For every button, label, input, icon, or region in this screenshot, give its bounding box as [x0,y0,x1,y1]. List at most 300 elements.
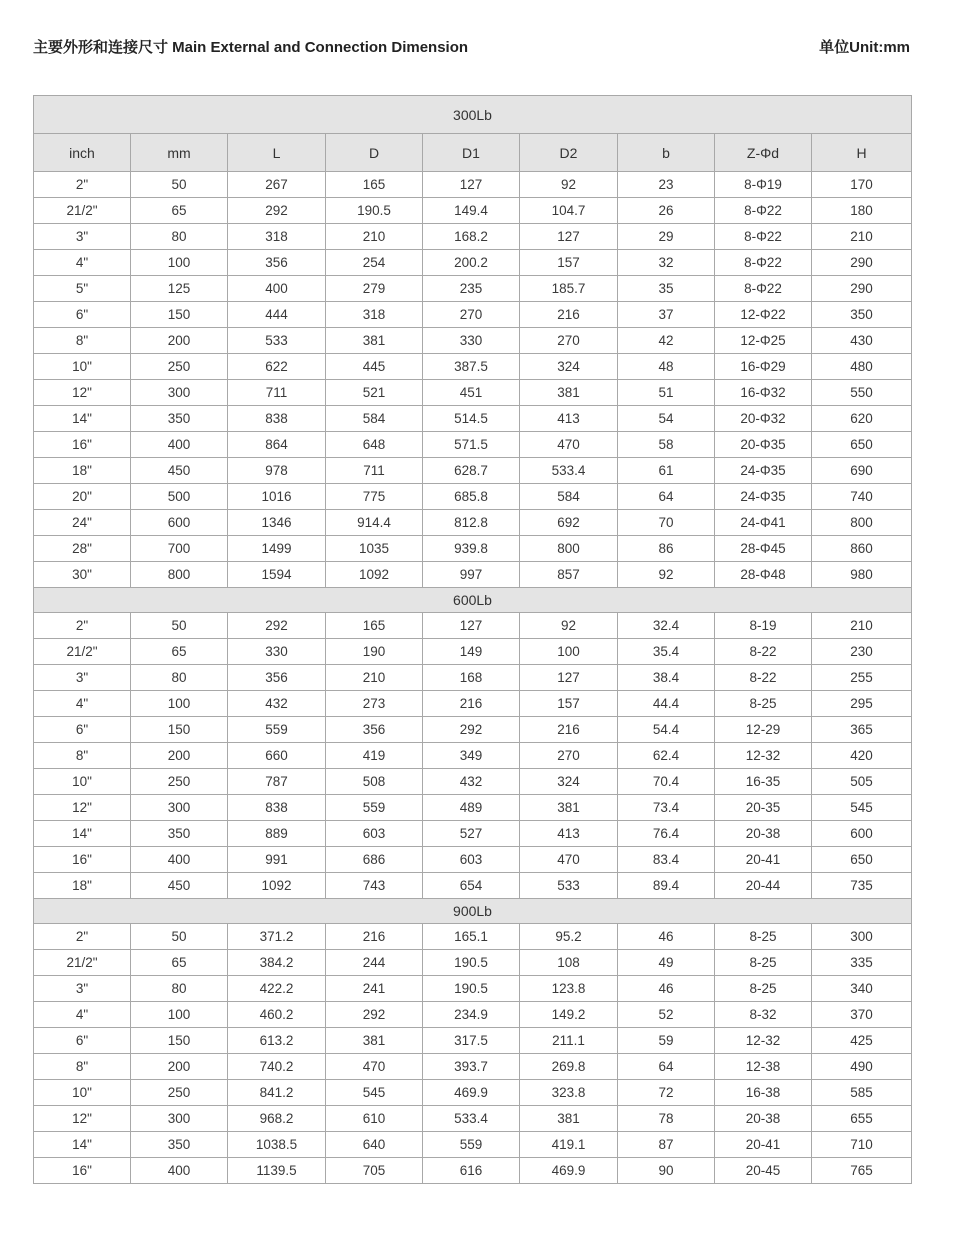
table-cell: 350 [131,406,228,432]
table-cell: 12-29 [715,717,812,743]
table-cell: 157 [520,691,618,717]
table-row [34,328,912,354]
table-cell: 622 [228,354,326,380]
table-cell: 21/2" [34,950,131,976]
table-cell: 210 [326,665,423,691]
table-cell: 125 [131,276,228,302]
table-cell: 889 [228,821,326,847]
table-row [34,1158,912,1184]
table-cell: 54 [618,406,715,432]
table-cell: 3" [34,224,131,250]
table-cell: 127 [520,224,618,250]
table-cell: 12" [34,1106,131,1132]
table-cell: 185.7 [520,276,618,302]
table-cell: 29 [618,224,715,250]
table-cell: 65 [131,198,228,224]
table-cell: 330 [423,328,520,354]
table-cell: 59 [618,1028,715,1054]
table-cell: 149.2 [520,1002,618,1028]
table-cell: 20-35 [715,795,812,821]
table-cell: 527 [423,821,520,847]
table-cell: 613.2 [228,1028,326,1054]
table-cell: 292 [423,717,520,743]
table-cell: 170 [812,172,912,198]
table-cell: 244 [326,950,423,976]
table-cell: 30" [34,562,131,588]
table-cell: 73.4 [618,795,715,821]
table-cell: 393.7 [423,1054,520,1080]
table-cell: 16" [34,847,131,873]
table-cell: 991 [228,847,326,873]
table-cell: 413 [520,406,618,432]
table-cell: 35.4 [618,639,715,665]
table-cell: 1499 [228,536,326,562]
table-row [34,1002,912,1028]
table-cell: 8-25 [715,950,812,976]
table-cell: 318 [228,224,326,250]
table-cell: 585 [812,1080,912,1106]
column-header-row [34,134,912,172]
table-cell: 12-Φ25 [715,328,812,354]
table-cell: 860 [812,536,912,562]
table-cell: 70.4 [618,769,715,795]
table-cell: 603 [326,821,423,847]
table-cell: 28-Φ48 [715,562,812,588]
table-cell: 64 [618,484,715,510]
table-cell: 92 [520,172,618,198]
table-row [34,484,912,510]
table-row [34,769,912,795]
table-cell: 8-Φ22 [715,224,812,250]
table-row [34,1080,912,1106]
table-cell: 686 [326,847,423,873]
section-title: 300Lb [34,96,912,134]
column-header: D2 [520,134,618,172]
table-cell: 318 [326,302,423,328]
table-cell: 273 [326,691,423,717]
table-cell: 216 [326,924,423,950]
table-cell: 812.8 [423,510,520,536]
table-cell: 365 [812,717,912,743]
column-header: D1 [423,134,520,172]
table-cell: 44.4 [618,691,715,717]
table-cell: 710 [812,1132,912,1158]
table-cell: 514.5 [423,406,520,432]
table-row [34,1132,912,1158]
table-cell: 16" [34,1158,131,1184]
table-cell: 21/2" [34,639,131,665]
table-cell: 997 [423,562,520,588]
table-cell: 450 [131,458,228,484]
column-header: H [812,134,912,172]
table-cell: 469.9 [423,1080,520,1106]
table-cell: 628.7 [423,458,520,484]
table-cell: 800 [812,510,912,536]
table-cell: 10" [34,769,131,795]
table-cell: 235 [423,276,520,302]
table-cell: 370 [812,1002,912,1028]
table-cell: 2" [34,924,131,950]
table-cell: 489 [423,795,520,821]
table-cell: 89.4 [618,873,715,899]
table-cell: 165 [326,172,423,198]
table-cell: 210 [812,613,912,639]
table-cell: 58 [618,432,715,458]
table-cell: 61 [618,458,715,484]
table-row [34,302,912,328]
dimension-table [33,95,912,1184]
table-cell: 127 [423,613,520,639]
table-cell: 190 [326,639,423,665]
table-cell: 470 [326,1054,423,1080]
table-cell: 100 [131,1002,228,1028]
table-cell: 420 [812,743,912,769]
table-cell: 104.7 [520,198,618,224]
table-cell: 571.5 [423,432,520,458]
table-cell: 52 [618,1002,715,1028]
table-cell: 685.8 [423,484,520,510]
table-cell: 24-Φ41 [715,510,812,536]
column-header: mm [131,134,228,172]
table-row [34,354,912,380]
table-cell: 270 [520,743,618,769]
table-cell: 400 [131,1158,228,1184]
table-cell: 460.2 [228,1002,326,1028]
table-cell: 8-Φ22 [715,250,812,276]
table-cell: 49 [618,950,715,976]
table-cell: 200 [131,328,228,354]
table-row [34,458,912,484]
table-cell: 292 [228,198,326,224]
table-cell: 8" [34,328,131,354]
table-cell: 8-22 [715,639,812,665]
table-cell: 16-Φ29 [715,354,812,380]
table-cell: 648 [326,432,423,458]
table-row [34,250,912,276]
table-cell: 290 [812,276,912,302]
table-cell: 292 [228,613,326,639]
table-cell: 650 [812,432,912,458]
table-cell: 180 [812,198,912,224]
column-header: Z-Φd [715,134,812,172]
table-cell: 480 [812,354,912,380]
table-cell: 381 [520,380,618,406]
table-row [34,873,912,899]
table-cell: 2" [34,613,131,639]
table-cell: 35 [618,276,715,302]
table-cell: 422.2 [228,976,326,1002]
table-cell: 80 [131,976,228,1002]
table-cell: 10" [34,1080,131,1106]
table-cell: 765 [812,1158,912,1184]
table-cell: 90 [618,1158,715,1184]
table-cell: 16" [34,432,131,458]
table-cell: 70 [618,510,715,536]
table-cell: 150 [131,717,228,743]
table-cell: 8-25 [715,924,812,950]
table-cell: 8-25 [715,691,812,717]
table-cell: 150 [131,1028,228,1054]
table-cell: 295 [812,691,912,717]
table-cell: 267 [228,172,326,198]
table-row [34,276,912,302]
table-cell: 545 [812,795,912,821]
table-cell: 432 [228,691,326,717]
table-cell: 216 [520,302,618,328]
table-cell: 210 [812,224,912,250]
table-cell: 14" [34,1132,131,1158]
table-cell: 38.4 [618,665,715,691]
table-cell: 20-41 [715,847,812,873]
table-cell: 740 [812,484,912,510]
section-header-row [34,588,912,613]
table-cell: 1346 [228,510,326,536]
table-cell: 32 [618,250,715,276]
section-header-row [34,899,912,924]
table-cell: 350 [812,302,912,328]
table-cell: 24-Φ35 [715,458,812,484]
table-cell: 4" [34,691,131,717]
table-cell: 290 [812,250,912,276]
table-cell: 54.4 [618,717,715,743]
table-cell: 50 [131,924,228,950]
table-row [34,717,912,743]
table-cell: 65 [131,639,228,665]
table-cell: 559 [228,717,326,743]
table-cell: 64 [618,1054,715,1080]
table-row [34,950,912,976]
table-cell: 100 [520,639,618,665]
table-cell: 545 [326,1080,423,1106]
table-cell: 550 [812,380,912,406]
table-row [34,562,912,588]
table-cell: 521 [326,380,423,406]
table-cell: 690 [812,458,912,484]
table-cell: 787 [228,769,326,795]
table-cell: 978 [228,458,326,484]
table-cell: 533.4 [423,1106,520,1132]
table-cell: 12-Φ22 [715,302,812,328]
table-row [34,510,912,536]
table-cell: 234.9 [423,1002,520,1028]
table-cell: 300 [812,924,912,950]
table-row [34,665,912,691]
table-cell: 700 [131,536,228,562]
table-cell: 616 [423,1158,520,1184]
table-cell: 356 [228,665,326,691]
table-cell: 939.8 [423,536,520,562]
table-row [34,795,912,821]
table-cell: 1035 [326,536,423,562]
table-cell: 350 [131,1132,228,1158]
table-cell: 650 [812,847,912,873]
table-cell: 800 [520,536,618,562]
table-row [34,924,912,950]
section-header-row [34,96,912,134]
table-cell: 12-38 [715,1054,812,1080]
table-cell: 500 [131,484,228,510]
table-cell: 600 [131,510,228,536]
table-cell: 20-38 [715,821,812,847]
table-cell: 80 [131,665,228,691]
table-cell: 12" [34,795,131,821]
table-cell: 711 [326,458,423,484]
table-cell: 51 [618,380,715,406]
table-cell: 24" [34,510,131,536]
table-cell: 1594 [228,562,326,588]
table-cell: 216 [520,717,618,743]
table-cell: 430 [812,328,912,354]
table-row [34,743,912,769]
table-cell: 4" [34,1002,131,1028]
table-row [34,406,912,432]
table-cell: 72 [618,1080,715,1106]
table-cell: 14" [34,406,131,432]
table-cell: 8-Φ22 [715,276,812,302]
table-cell: 190.5 [423,976,520,1002]
table-cell: 655 [812,1106,912,1132]
table-cell: 78 [618,1106,715,1132]
table-cell: 1092 [228,873,326,899]
table-cell: 425 [812,1028,912,1054]
table-cell: 21/2" [34,198,131,224]
table-cell: 400 [131,432,228,458]
table-cell: 317.5 [423,1028,520,1054]
table-cell: 165.1 [423,924,520,950]
table-cell: 533 [228,328,326,354]
table-cell: 387.5 [423,354,520,380]
table-cell: 255 [812,665,912,691]
table-cell: 3" [34,665,131,691]
table-cell: 149 [423,639,520,665]
table-cell: 270 [423,302,520,328]
table-cell: 42 [618,328,715,354]
table-row [34,380,912,406]
section-title: 900Lb [34,899,912,924]
table-cell: 28" [34,536,131,562]
table-cell: 92 [618,562,715,588]
table-cell: 190.5 [326,198,423,224]
table-cell: 241 [326,976,423,1002]
table-cell: 46 [618,924,715,950]
table-cell: 108 [520,950,618,976]
table-cell: 48 [618,354,715,380]
table-row [34,536,912,562]
table-cell: 2" [34,172,131,198]
table-row [34,821,912,847]
table-cell: 270 [520,328,618,354]
column-header: L [228,134,326,172]
table-cell: 150 [131,302,228,328]
table-cell: 292 [326,1002,423,1028]
table-row [34,639,912,665]
table-cell: 490 [812,1054,912,1080]
table-cell: 559 [423,1132,520,1158]
table-cell: 18" [34,458,131,484]
table-row [34,198,912,224]
table-cell: 250 [131,354,228,380]
table-cell: 740.2 [228,1054,326,1080]
table-cell: 250 [131,769,228,795]
table-cell: 711 [228,380,326,406]
table-row [34,224,912,250]
table-cell: 92 [520,613,618,639]
table-cell: 8-25 [715,976,812,1002]
table-row [34,976,912,1002]
column-header: inch [34,134,131,172]
table-cell: 610 [326,1106,423,1132]
table-cell: 470 [520,432,618,458]
table-cell: 445 [326,354,423,380]
table-cell: 20-41 [715,1132,812,1158]
table-cell: 323.8 [520,1080,618,1106]
table-cell: 168.2 [423,224,520,250]
table-cell: 12-32 [715,1028,812,1054]
table-cell: 841.2 [228,1080,326,1106]
table-cell: 300 [131,1106,228,1132]
table-cell: 300 [131,795,228,821]
table-cell: 419.1 [520,1132,618,1158]
table-cell: 340 [812,976,912,1002]
table-cell: 603 [423,847,520,873]
table-cell: 127 [423,172,520,198]
table-cell: 1038.5 [228,1132,326,1158]
table-cell: 83.4 [618,847,715,873]
table-cell: 20-44 [715,873,812,899]
table-row [34,847,912,873]
table-cell: 419 [326,743,423,769]
table-cell: 6" [34,717,131,743]
table-cell: 12-32 [715,743,812,769]
table-cell: 381 [326,328,423,354]
table-cell: 838 [228,406,326,432]
table-cell: 584 [326,406,423,432]
column-header: D [326,134,423,172]
table-cell: 28-Φ45 [715,536,812,562]
table-cell: 8" [34,743,131,769]
table-cell: 968.2 [228,1106,326,1132]
table-cell: 8-19 [715,613,812,639]
table-cell: 1016 [228,484,326,510]
table-row [34,691,912,717]
table-cell: 165 [326,613,423,639]
table-cell: 14" [34,821,131,847]
table-cell: 100 [131,691,228,717]
table-cell: 335 [812,950,912,976]
table-cell: 149.4 [423,198,520,224]
table-cell: 800 [131,562,228,588]
table-cell: 469.9 [520,1158,618,1184]
table-cell: 735 [812,873,912,899]
table-cell: 80 [131,224,228,250]
table-cell: 16-Φ32 [715,380,812,406]
table-cell: 50 [131,172,228,198]
table-cell: 157 [520,250,618,276]
table-cell: 705 [326,1158,423,1184]
table-cell: 371.2 [228,924,326,950]
section-title: 600Lb [34,588,912,613]
table-cell: 20-Φ35 [715,432,812,458]
table-cell: 216 [423,691,520,717]
table-cell: 384.2 [228,950,326,976]
table-row [34,432,912,458]
table-cell: 190.5 [423,950,520,976]
table-cell: 349 [423,743,520,769]
table-cell: 508 [326,769,423,795]
table-cell: 356 [326,717,423,743]
table-cell: 26 [618,198,715,224]
table-cell: 381 [520,1106,618,1132]
